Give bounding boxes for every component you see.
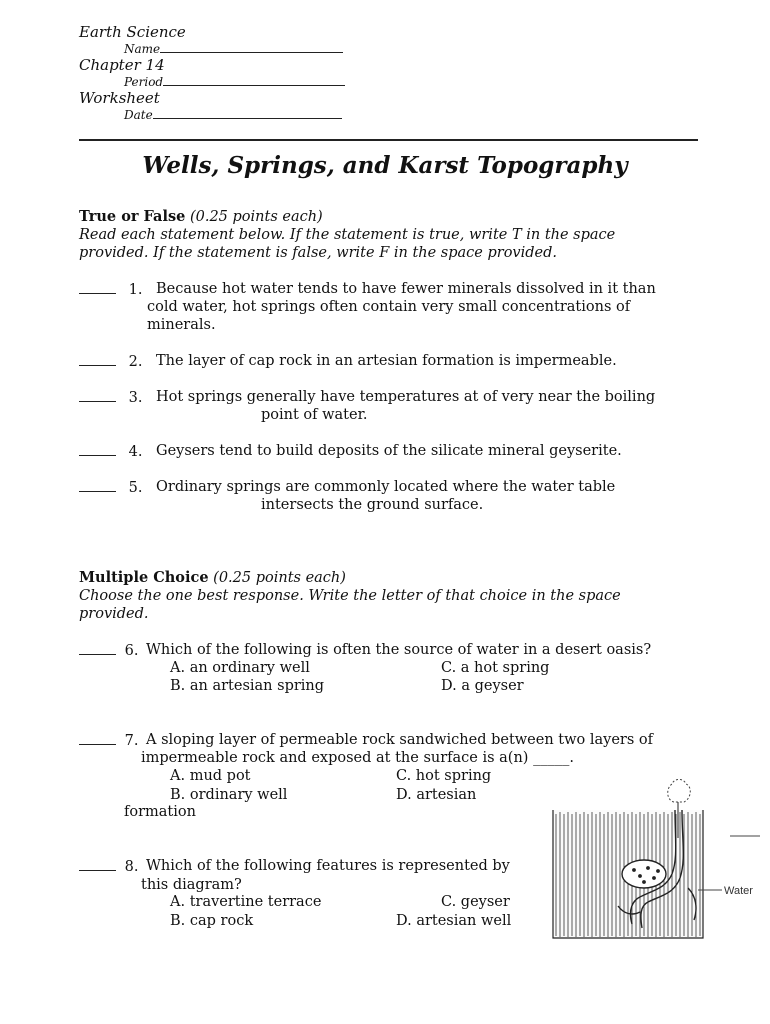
question-6: 6.	[79, 642, 138, 659]
q3-line-1: Hot springs generally have temperatures at of very near the boiling	[156, 389, 656, 405]
q6-choice-a: A. an ordinary well	[170, 660, 310, 676]
tf-heading	[79, 208, 323, 225]
period-label: Period	[124, 75, 164, 89]
q5-line-1: Ordinary springs are commonly located where the water table	[156, 479, 616, 495]
date-label: Date	[124, 108, 153, 122]
answer-blank-6[interactable]	[79, 642, 116, 655]
question-7: 7.	[79, 732, 138, 749]
question-4: 4.	[79, 443, 142, 460]
q6-choice-b: B. an artesian spring	[170, 678, 325, 694]
answer-blank-1[interactable]	[79, 281, 116, 294]
q8-choice-c: C. geyser	[441, 894, 510, 910]
diagram-water-label: Water	[724, 885, 753, 897]
question-1: 1.	[79, 281, 142, 298]
question-8: 8.	[79, 858, 138, 875]
q8-line-1: Which of the following features is represented by	[146, 858, 510, 874]
question-2: 2.	[79, 353, 142, 370]
q6-choice-d: D. a geyser	[441, 678, 524, 694]
tf-instructions-2: provided. If the statement is false, write F in the space provided.	[79, 245, 558, 261]
date-line	[153, 107, 342, 119]
mc-heading-label: Multiple Choice	[79, 569, 209, 586]
q7-line-1: A sloping layer of permeable rock sandwiched between two layers of	[146, 732, 654, 748]
course-title: Earth Science	[79, 23, 186, 41]
q7-choice-b: B. ordinary well	[170, 787, 288, 803]
q3-line-2: point of water.	[261, 407, 368, 423]
question-5: 5.	[79, 479, 142, 496]
q1-line-1: Because hot water tends to have fewer minerals dissolved in it than	[156, 281, 656, 297]
page-title: Wells, Springs, and Karst Topography	[142, 152, 628, 179]
q7-choice-c: C. hot spring	[396, 768, 492, 784]
answer-blank-4[interactable]	[79, 443, 116, 456]
mc-heading	[79, 569, 346, 586]
name-label: Name	[124, 42, 161, 56]
geyser-diagram	[548, 778, 760, 960]
q7-choice-a: A. mud pot	[170, 768, 251, 784]
tf-heading-label: True or False	[79, 208, 186, 225]
answer-blank-7[interactable]	[79, 732, 116, 745]
q1-line-3: minerals.	[147, 317, 216, 333]
q8-choice-b: B. cap rock	[170, 913, 254, 929]
answer-blank-8[interactable]	[79, 858, 116, 871]
name-field[interactable]	[124, 41, 343, 56]
mc-instructions-1: Choose the one best response. Write the letter of that choice in the space	[79, 588, 621, 604]
period-line	[163, 74, 345, 86]
q7-choice-d: D. artesian	[396, 787, 477, 803]
date-field[interactable]	[124, 107, 342, 122]
q8-choice-a: A. travertine terrace	[170, 894, 322, 910]
q6-line-1: Which of the following is often the source of water in a desert oasis?	[146, 642, 652, 658]
answer-blank-5[interactable]	[79, 479, 116, 492]
q6-choice-c: C. a hot spring	[441, 660, 550, 676]
mc-points: (0.25 points each)	[213, 570, 346, 586]
worksheet-label: Worksheet	[79, 89, 160, 107]
answer-blank-2[interactable]	[79, 353, 116, 366]
q7-choice-d-overflow: formation	[124, 804, 196, 820]
q2-line-1: The layer of cap rock in an artesian formation is impermeable.	[156, 353, 617, 369]
answer-blank-3[interactable]	[79, 389, 116, 402]
period-field[interactable]	[124, 74, 345, 89]
question-3: 3.	[79, 389, 142, 406]
q7-line-2: impermeable rock and exposed at the surface is a(n) _____.	[141, 750, 574, 766]
q8-choice-d: D. artesian well	[396, 913, 512, 929]
tf-points: (0.25 points each)	[189, 209, 323, 225]
q8-line-2: this diagram?	[141, 877, 242, 893]
chapter-label: Chapter 14	[79, 56, 165, 74]
q5-line-2: intersects the ground surface.	[261, 497, 484, 513]
q1-line-2: cold water, hot springs often contain very small concentrations of	[147, 299, 631, 315]
mc-instructions-2: provided.	[79, 606, 149, 622]
name-line	[160, 41, 343, 53]
tf-instructions-1: Read each statement below. If the statement is true, write T in the space	[79, 227, 616, 243]
q4-line-1: Geysers tend to build deposits of the silicate mineral geyserite.	[156, 443, 622, 459]
header-rule	[79, 139, 698, 141]
